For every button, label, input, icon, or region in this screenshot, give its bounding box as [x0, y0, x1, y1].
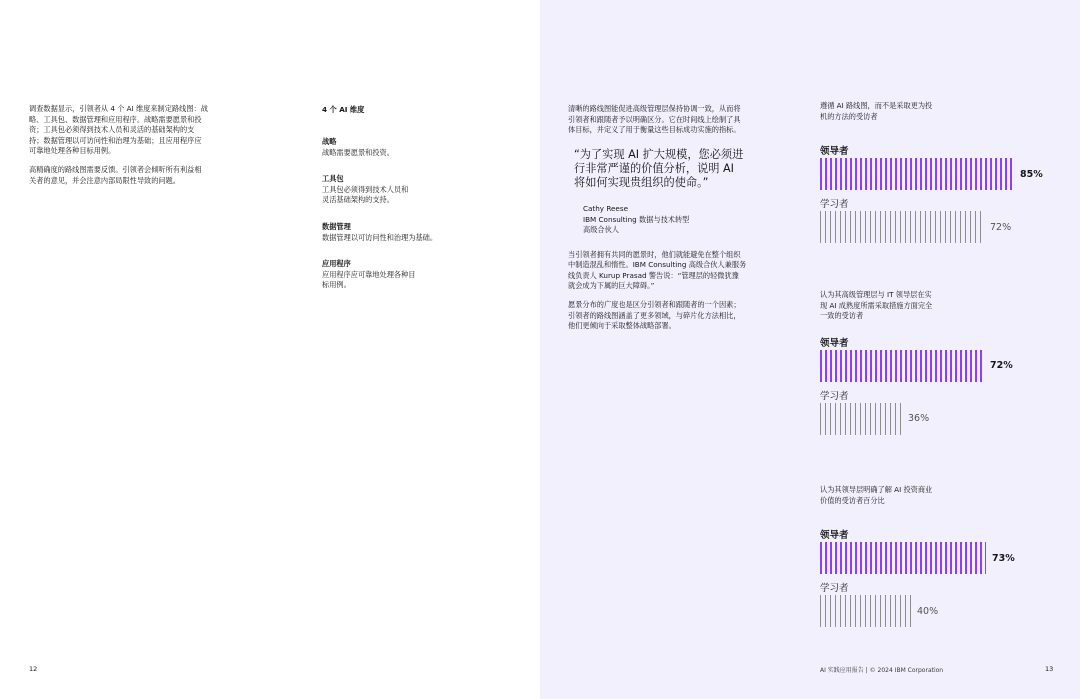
- learner-percent: 72%: [990, 221, 1012, 233]
- stat-caption: 遵循 AI 路线图，而不是采取更为投 机的方法的受访者: [820, 101, 933, 121]
- leader-bar: [820, 542, 986, 574]
- leader-percent: 73%: [992, 552, 1015, 564]
- paragraph: 当引领者拥有共同的愿景时，他们就能避免在整个组织 中制造混乱和惰性。IBM Consulting 高级合伙人兼服务 线负责人 Kurup Prasad 警告说：“管理层的轻微犹豫 就会成为下属的巨大障碍。”: [568, 249, 747, 291]
- intro-paragraph: 清晰的路线图能促进高级管理层保持协调一致，从而将 引领者和跟随者予以明确区分。它在时间线上绘制了具 体目标，并定义了用于衡量这些目标成功实施的指标。: [568, 104, 741, 135]
- paragraph: 高精确度的路线图需要反馈。引领者会倾听所有利益相 关者的意见，并会注意内部局限性导致的问题。: [29, 164, 202, 185]
- leader-label: 领导者: [820, 146, 849, 158]
- stat-block: [820, 290, 1013, 436]
- dimensions-title: 4 个 AI 维度: [322, 105, 365, 114]
- stat-caption: 认为其领导层明确了解 AI 投资商业 价值的受访者百分比: [820, 485, 933, 505]
- dimension-title: 战略: [322, 137, 337, 146]
- stat-caption: 认为其高级管理层与 IT 领导层在实 现 AI 成熟度所需采取措施方面完全 一致的受访者: [820, 290, 933, 321]
- leader-bar: [820, 350, 984, 382]
- paragraph: 调查数据显示，引领者从 4 个 AI 维度来制定路线图：战 略、工具包、数据管理和应用程序。战略需要愿景和投 资；工具包必须得到技术人员和灵活的基础架构的支 持；数据管理以可访问性和治理为基础；且应用程序应 可靠地处理各种目标用例。: [29, 104, 208, 156]
- dimensions-list: [322, 105, 462, 307]
- dimension-text: 数据管理以可访问性和治理为基础。: [322, 232, 438, 242]
- intro-column: [29, 104, 221, 194]
- page-number-left: 12: [29, 665, 38, 673]
- learner-label: 学习者: [820, 583, 849, 595]
- stat-block: [820, 101, 1043, 244]
- pull-quote: “为了实现 AI 扩大规模，您必须进 行非常严谨的价值分析，说明 AI 将如何实现贵组织的使命。”: [574, 147, 744, 190]
- dimension-title: 工具包: [322, 174, 344, 184]
- leader-bar-row: [820, 157, 1043, 191]
- footer: AI 实践应用报告 | © 2024 IBM Corporation: [820, 667, 944, 674]
- learner-label: 学习者: [820, 199, 849, 211]
- leader-percent: 85%: [1020, 168, 1043, 180]
- paragraph: 愿景分布的广度也是区分引领者和跟随者的一个因素； 引领者的路线图涵盖了更多领域，与碎片化方法相比， 他们更倾向于采取整体战略部署。: [568, 299, 741, 331]
- learner-percent: 40%: [917, 605, 939, 617]
- learner-label: 学习者: [820, 390, 849, 402]
- learner-bar: [820, 595, 911, 627]
- dimension-item: [322, 137, 462, 158]
- narrative-column: [568, 104, 763, 340]
- learner-percent: 36%: [908, 413, 930, 425]
- dimension-item: [322, 222, 462, 243]
- leader-percent: 72%: [990, 360, 1013, 372]
- leader-label: 领导者: [820, 337, 849, 349]
- dimension-text: 战略需要愿景和投资。: [322, 147, 394, 157]
- leader-bar: [820, 158, 1014, 190]
- learner-bar: [820, 403, 902, 435]
- learner-bar-row: [820, 402, 1013, 436]
- learner-bar: [820, 211, 984, 243]
- dimension-title: 数据管理: [322, 221, 351, 231]
- learner-bar-row: [820, 594, 1015, 628]
- leader-bar-row: [820, 541, 1015, 575]
- quote-attribution: [583, 204, 763, 235]
- dimension-text: 工具包必须得到技术人员和 灵活基础架构的支持。: [322, 184, 409, 205]
- attribution-name: Cathy Reese: [583, 204, 629, 214]
- stat-block: [820, 485, 1015, 628]
- leader-label: 领导者: [820, 530, 849, 542]
- leader-bar-row: [820, 349, 1013, 383]
- attribution-title: IBM Consulting 数据与技术转型 高级合伙人: [583, 214, 690, 235]
- dimension-title: 应用程序: [322, 259, 351, 269]
- learner-bar-row: [820, 210, 1043, 244]
- dimension-text: 应用程序应可靠地处理各种目 标用例。: [322, 269, 416, 290]
- dimension-item: [322, 259, 462, 291]
- page-number-right: 13: [1045, 665, 1054, 673]
- dimension-item: [322, 174, 462, 206]
